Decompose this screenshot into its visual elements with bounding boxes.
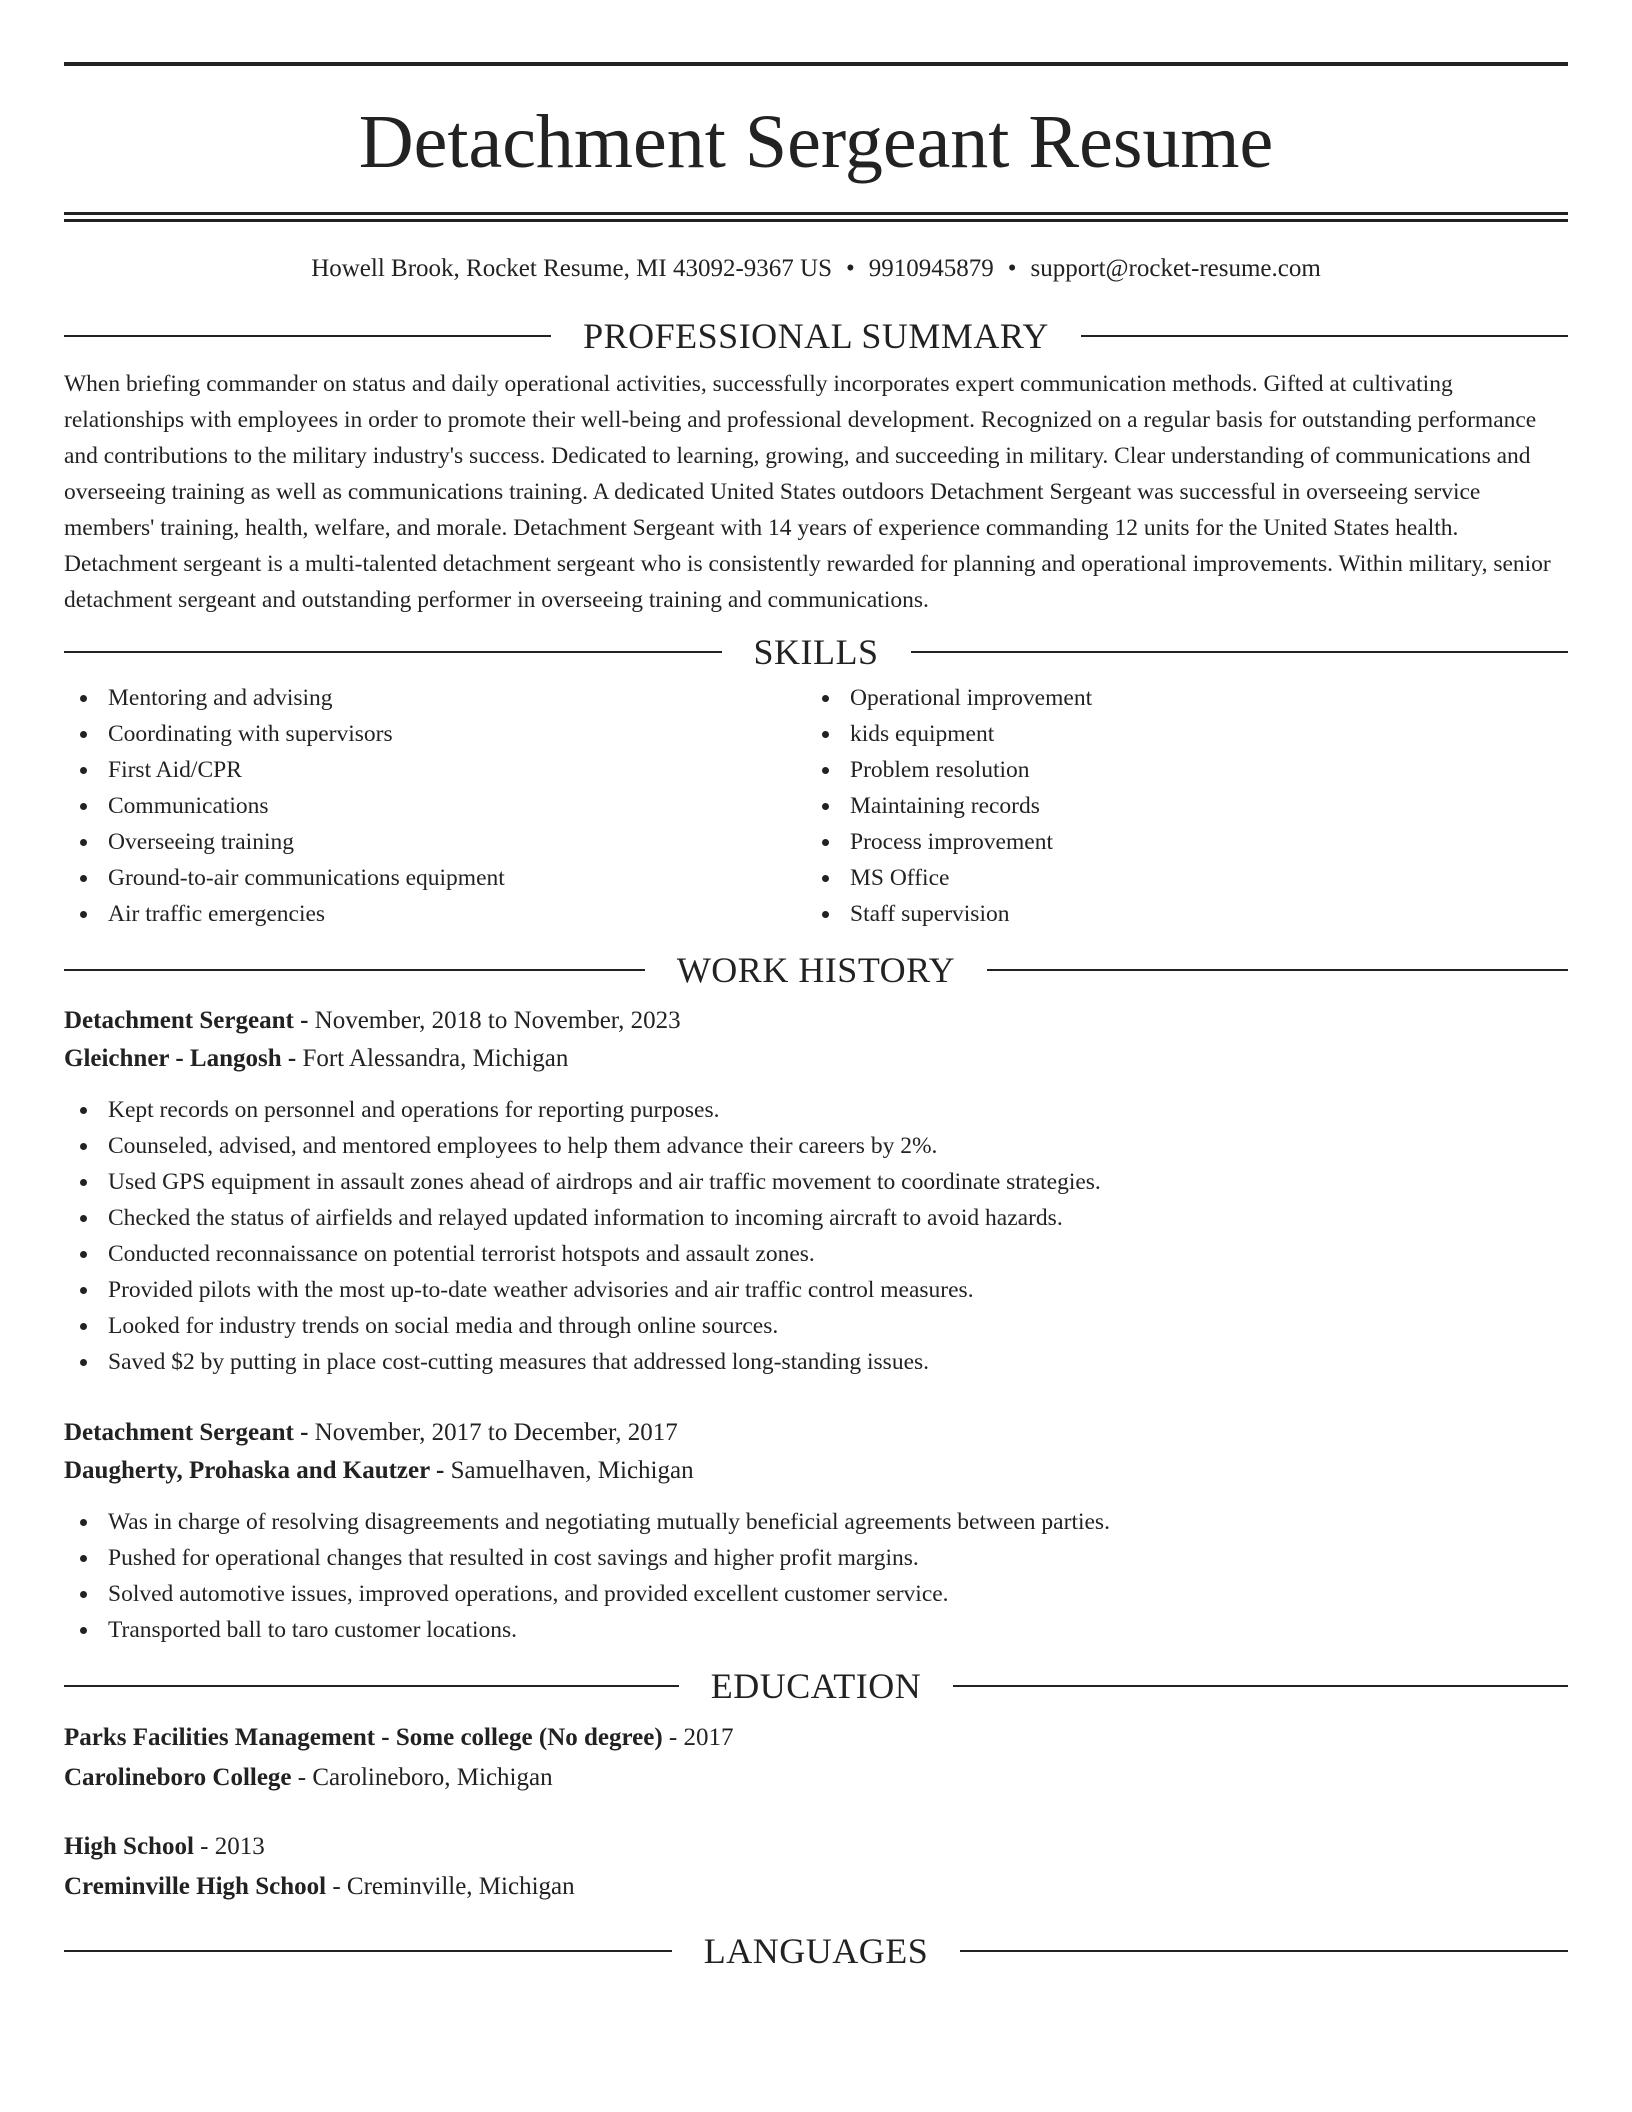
job-dash: - [293, 1007, 315, 1034]
skill-item: Air traffic emergencies [64, 896, 806, 932]
contact-address: Howell Brook, Rocket Resume, MI 43092-9367 US [311, 255, 832, 282]
education-school-line [64, 1758, 1568, 1798]
skill-item: Ground-to-air communications equipment [64, 860, 806, 896]
skills-heading-label: SKILLS [753, 632, 879, 672]
education-degree: High School [64, 1833, 194, 1860]
job-title: Detachment Sergeant [64, 1007, 294, 1034]
job-dates: November, 2018 to November, 2023 [314, 1007, 681, 1034]
job-dates: November, 2017 to December, 2017 [314, 1419, 678, 1446]
summary-text: When briefing commander on status and daily operational activities, successfully incorporates expert communication methods. Gifted at cultivating relationships with employees in order to promote their well-being and professional development. Recognized on a regular basis for outstanding performance and contributions to the military industry's success. Dedicated to learning, growing, and succeeding in military. Clear understanding of communications and overseeing training as well as communications training. A dedicated United States outdoors Detachment Sergeant was successful in overseeing service members' training, health, welfare, and morale. Detachment Sergeant with 14 years of experience commanding 12 units for the United States health. Detachment sergeant is a multi-talented detachment sergeant who is consistently rewarded for planning and operational improvements. Within military, senior detachment sergeant and outstanding performer in overseeing training and communications. [64, 371, 1551, 613]
job-company-line [64, 1452, 1568, 1490]
job-bullets [64, 1092, 1568, 1380]
skill-item: Process improvement [806, 824, 1548, 860]
skill-item: Maintaining records [806, 788, 1548, 824]
education-location: Creminville, Michigan [346, 1873, 575, 1900]
job-bullet: Conducted reconnaissance on potential terrorist hotspots and assault zones. [64, 1236, 1568, 1272]
languages-heading [64, 1933, 1568, 1969]
job-bullet: Used GPS equipment in assault zones ahead of airdrops and air traffic movement to coordinate strategies. [64, 1164, 1568, 1200]
job-bullets [64, 1504, 1568, 1648]
skills-heading [64, 634, 1568, 670]
job-location: Samuelhaven, Michigan [450, 1457, 694, 1484]
heading-rule-left [64, 1950, 672, 1952]
job-company: Daugherty, Prohaska and Kautzer [64, 1457, 430, 1484]
education-year: 2013 [214, 1833, 265, 1860]
job-bullet: Provided pilots with the most up-to-date weather advisories and air traffic control measures. [64, 1272, 1568, 1308]
work-heading-label: WORK HISTORY [676, 950, 956, 990]
top-rule [64, 62, 1568, 66]
education-dash: - [326, 1873, 347, 1900]
skill-item: Mentoring and advising [64, 680, 806, 716]
heading-rule-left [64, 335, 551, 337]
job-location: Fort Alessandra, Michigan [302, 1045, 569, 1072]
heading-rule-right [987, 969, 1568, 971]
job-entry [64, 1002, 1568, 1380]
job-title: Detachment Sergeant [64, 1419, 294, 1446]
job-company: Gleichner - Langosh [64, 1045, 282, 1072]
education-dash: - [291, 1764, 313, 1791]
heading-rule-left [64, 969, 645, 971]
job-bullet: Checked the status of airfields and relayed updated information to incoming aircraft to avoid hazards. [64, 1200, 1568, 1236]
languages-heading-label: LANGUAGES [703, 1931, 929, 1971]
skill-item: Operational improvement [806, 680, 1548, 716]
resume-page [64, 62, 1568, 1969]
skills-list-left [64, 680, 806, 932]
education-dash: - [193, 1833, 215, 1860]
job-bullet: Looked for industry trends on social media and through online sources. [64, 1308, 1568, 1344]
education-degree: Parks Facilities Management - Some college (No degree) [64, 1724, 663, 1751]
heading-rule-left [64, 651, 722, 653]
skill-item: Overseeing training [64, 824, 806, 860]
heading-rule-right [960, 1950, 1568, 1952]
skill-item: Problem resolution [806, 752, 1548, 788]
job-bullet: Pushed for operational changes that resulted in cost savings and higher profit margins. [64, 1540, 1568, 1576]
contact-phone: 9910945879 [868, 255, 994, 282]
resume-title: Detachment Sergeant Resume [358, 100, 1274, 184]
heading-rule-right [911, 651, 1569, 653]
heading-rule-left [64, 1685, 679, 1687]
job-bullet: Solved automotive issues, improved operations, and provided excellent customer service. [64, 1576, 1568, 1612]
skill-item: Coordinating with supervisors [64, 716, 806, 752]
job-title-line [64, 1002, 1568, 1040]
education-school-line [64, 1867, 1568, 1907]
job-company-line [64, 1040, 1568, 1078]
job-bullet: Was in charge of resolving disagreements and negotiating mutually beneficial agreements between parties. [64, 1504, 1568, 1540]
skill-item: Communications [64, 788, 806, 824]
skill-item: Staff supervision [806, 896, 1548, 932]
work-heading [64, 952, 1568, 988]
education-entry [64, 1718, 1568, 1798]
skills-columns [64, 680, 1568, 932]
heading-rule-right [1081, 335, 1568, 337]
job-dash: - [429, 1457, 451, 1484]
heading-rule-right [953, 1685, 1568, 1687]
job-dash: - [293, 1419, 315, 1446]
skill-item: kids equipment [806, 716, 1548, 752]
job-title-line [64, 1414, 1568, 1452]
contact-separator: • [1007, 255, 1017, 282]
education-year: 2017 [683, 1724, 734, 1751]
education-heading [64, 1668, 1568, 1704]
title-double-rule [64, 212, 1568, 222]
education-entry [64, 1827, 1568, 1907]
job-dash: - [281, 1045, 303, 1072]
skill-item: First Aid/CPR [64, 752, 806, 788]
job-bullet: Transported ball to taro customer locations. [64, 1612, 1568, 1648]
job-bullet: Kept records on personnel and operations for reporting purposes. [64, 1092, 1568, 1128]
education-heading-label: EDUCATION [710, 1666, 922, 1706]
education-location: Carolineboro, Michigan [312, 1764, 553, 1791]
summary-heading [64, 318, 1568, 354]
education-school: Carolineboro College [64, 1764, 292, 1791]
education-school: Creminville High School [64, 1873, 327, 1900]
education-dash: - [662, 1724, 684, 1751]
job-bullet: Saved $2 by putting in place cost-cutting measures that addressed long-standing issues. [64, 1344, 1568, 1380]
skills-list-right [806, 680, 1548, 932]
skill-item: MS Office [806, 860, 1548, 896]
education-degree-line [64, 1827, 1568, 1867]
education-degree-line [64, 1718, 1568, 1758]
contact-separator: • [845, 255, 855, 282]
summary-heading-label: PROFESSIONAL SUMMARY [583, 316, 1049, 356]
job-bullet: Counseled, advised, and mentored employees to help them advance their careers by 2%. [64, 1128, 1568, 1164]
contact-email[interactable]: support@rocket-resume.com [1030, 255, 1321, 282]
job-entry [64, 1414, 1568, 1648]
contact-line [64, 254, 1568, 284]
